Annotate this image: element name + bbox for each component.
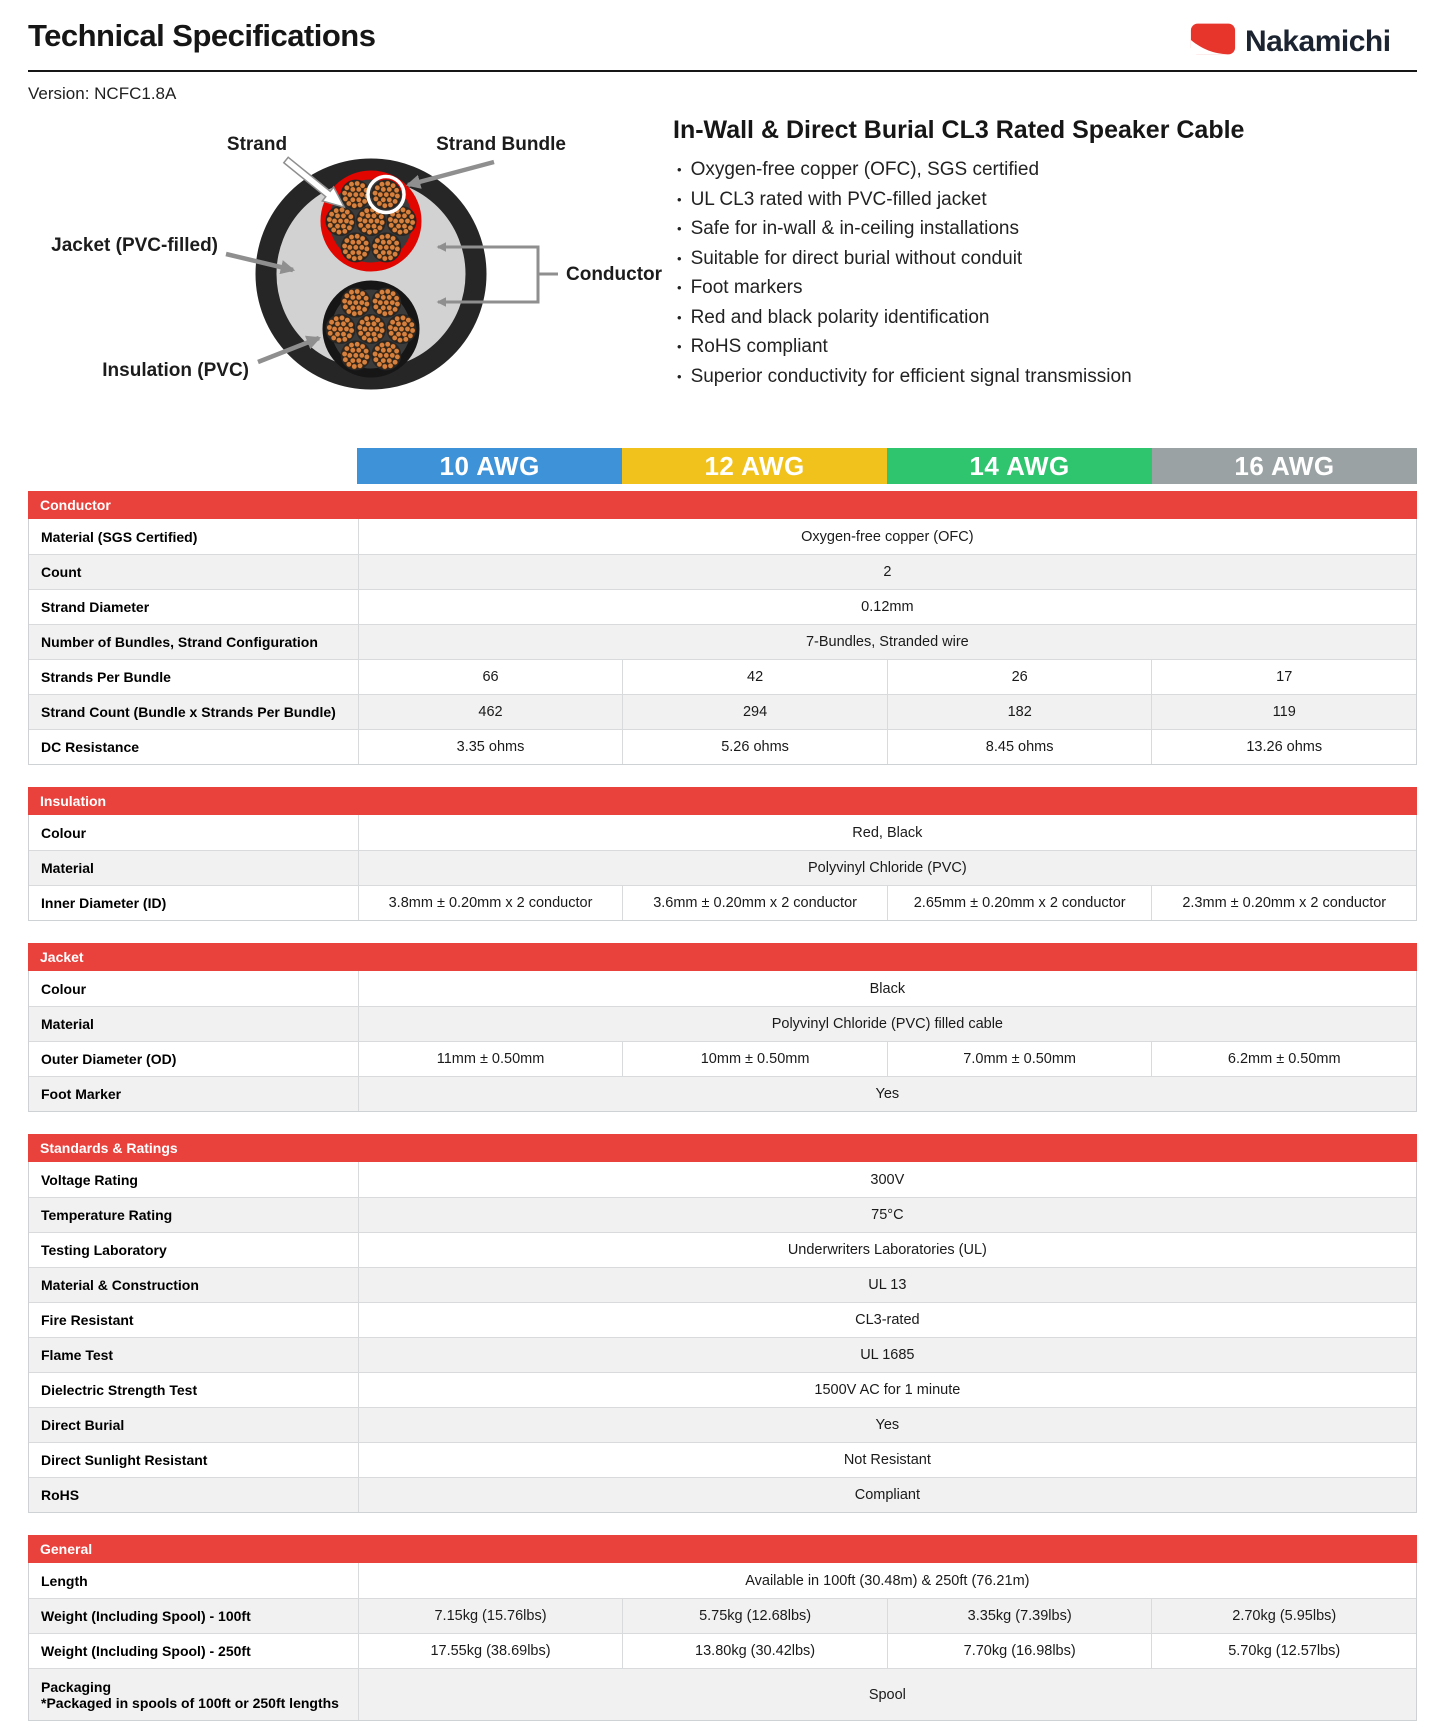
row-label: DC Resistance [41,739,140,755]
row-label: Material (SGS Certified) [41,528,198,545]
table-cell-all-columns: 7-Bundles, Stranded wire [805,634,969,650]
label-strand-bundle: Strand Bundle [436,134,566,155]
table-cell-16awg: 13.26 ohms [1151,730,1416,764]
feature-item: • Red and black polarity identification [673,303,1418,333]
table-row [29,519,1416,554]
section-rows [28,519,1417,765]
brand-logo [1189,20,1417,60]
table-cell-10awg: 66 [482,669,499,685]
row-label: Packaging *Packaged in spools of 100ft or 250ft lengths [41,1678,339,1711]
hero-section [28,114,1417,434]
table-cell-10awg: 11mm ± 0.50mm [436,1051,545,1067]
section-conductor [28,491,1417,765]
table-cell-14awg: 2.65mm ± 0.20mm x 2 conductor [887,886,1152,920]
awg-header-10awg: 10 AWG [357,448,622,484]
section-insulation [28,787,1417,921]
product-info [673,116,1418,391]
table-cell-12awg: 294 [622,695,887,729]
spec-table [28,448,1417,1721]
row-values [358,695,1416,729]
row-label: Material [41,860,94,876]
row-values [358,1478,1416,1512]
table-row [29,659,1416,694]
table-row [29,1337,1416,1372]
row-values [358,1042,1416,1076]
table-row [29,554,1416,589]
table-cell-all-columns: 0.12mm [861,599,914,615]
section-header: Insulation [28,787,1417,815]
row-label: Strands Per Bundle [41,669,171,685]
cable-cross-section-diagram [46,114,686,414]
section-rows [28,1563,1417,1721]
row-label: Colour [41,824,87,841]
table-row [29,850,1416,885]
row-label: Outer Diameter (OD) [41,1051,177,1067]
table-cell-all-columns: Spool [868,1686,906,1703]
row-label: Length [41,1572,88,1589]
table-row [29,624,1416,659]
table-cell-all-columns: UL 13 [868,1277,907,1293]
feature-item: • Oxygen-free copper (OFC), SGS certified [673,155,1418,185]
section-standards-ratings [28,1134,1417,1513]
table-cell-all-columns: Red, Black [852,824,923,841]
section-rows [28,1162,1417,1513]
header [28,18,1417,64]
table-cell-14awg: 182 [887,695,1152,729]
table-cell-all-columns: Available in 100ft (30.48m) & 250ft (76.21m) [745,1572,1030,1589]
row-values [358,1268,1416,1302]
table-row [29,1197,1416,1232]
awg-header-16awg: 16 AWG [1152,448,1417,484]
table-row [29,1477,1416,1512]
table-row [29,1076,1416,1111]
table-cell-12awg: 10mm ± 0.50mm [622,1042,887,1076]
row-label: Temperature Rating [41,1207,173,1223]
table-cell-14awg: 3.35kg (7.39lbs) [887,1599,1152,1633]
table-row [29,1442,1416,1477]
row-values [358,1233,1416,1267]
section-jacket [28,943,1417,1112]
row-values [358,625,1416,659]
row-values [358,1373,1416,1407]
row-label: Material & Construction [41,1277,199,1293]
table-cell-10awg: 7.15kg (15.76lbs) [434,1608,547,1624]
table-row [29,1006,1416,1041]
row-values [358,851,1416,885]
table-cell-all-columns: 1500V AC for 1 minute [814,1382,961,1398]
table-cell-10awg: 462 [478,704,503,720]
row-label: Dielectric Strength Test [41,1382,198,1398]
section-rows [28,815,1417,921]
table-cell-14awg: 7.70kg (16.98lbs) [887,1634,1152,1668]
table-row [29,1633,1416,1668]
feature-item: • Superior conductivity for efficient signal transmission [673,362,1418,392]
row-label: Voltage Rating [41,1171,138,1188]
table-row [29,815,1416,850]
table-cell-14awg: 7.0mm ± 0.50mm [887,1042,1152,1076]
nakamichi-logo-icon [1189,20,1237,60]
row-values [358,886,1416,920]
row-values [358,1669,1416,1720]
row-label: Fire Resistant [41,1312,134,1328]
table-cell-all-columns: 75°C [871,1207,904,1223]
row-values [358,660,1416,694]
row-label: Flame Test [41,1347,114,1363]
table-row [29,1407,1416,1442]
table-row [29,1563,1416,1598]
row-label: Direct Burial [41,1417,125,1433]
feature-item: • UL CL3 rated with PVC-filled jacket [673,185,1418,215]
table-cell-10awg: 17.55kg (38.69lbs) [430,1643,551,1659]
row-values [358,1634,1416,1668]
row-values [358,1162,1416,1197]
table-cell-14awg: 26 [887,660,1152,694]
row-label: Count [41,564,82,580]
label-insulation: Insulation (PVC) [102,360,249,381]
table-row [29,971,1416,1006]
table-row [29,1302,1416,1337]
table-cell-16awg: 6.2mm ± 0.50mm [1151,1042,1416,1076]
table-cell-all-columns: Polyvinyl Chloride (PVC) [807,860,967,876]
row-values [358,1443,1416,1477]
row-label: RoHS [41,1487,80,1503]
row-label: Testing Laboratory [41,1242,167,1258]
row-label: Weight (Including Spool) - 100ft [41,1608,251,1624]
row-values [358,1599,1416,1633]
table-cell-10awg: 3.8mm ± 0.20mm x 2 conductor [388,895,593,911]
page-title: Technical Specifications [28,18,376,53]
table-row [29,1668,1416,1720]
version-label: Version: NCFC1.8A [28,84,177,103]
row-values [358,519,1416,554]
row-values [358,1563,1416,1598]
label-conductor: Conductor [566,264,663,285]
table-row [29,729,1416,764]
awg-header-12awg: 12 AWG [622,448,887,484]
feature-item: • Suitable for direct burial without conduit [673,244,1418,274]
row-values [358,730,1416,764]
row-label: Colour [41,980,87,997]
brand-name: Nakamichi [1245,25,1391,58]
table-cell-all-columns: Black [869,980,906,997]
table-cell-12awg: 42 [622,660,887,694]
table-cell-all-columns: Yes [875,1417,900,1433]
awg-header-14awg: 14 AWG [887,448,1152,484]
table-cell-16awg: 2.70kg (5.95lbs) [1151,1599,1416,1633]
row-label: Strand Count (Bundle x Strands Per Bundle) [41,704,336,720]
row-label: Direct Sunlight Resistant [41,1452,208,1468]
table-cell-all-columns: Oxygen-free copper (OFC) [801,528,974,545]
row-label: Number of Bundles, Strand Configuration [41,634,318,650]
table-cell-all-columns: UL 1685 [860,1347,915,1363]
table-row [29,1162,1416,1197]
table-row [29,694,1416,729]
table-row [29,1267,1416,1302]
feature-item: • RoHS compliant [673,332,1418,362]
section-header: Conductor [28,491,1417,519]
feature-list [673,155,1418,391]
row-label: Strand Diameter [41,599,150,615]
table-row [29,1041,1416,1076]
table-cell-16awg: 2.3mm ± 0.20mm x 2 conductor [1151,886,1416,920]
spec-sections [28,491,1417,1721]
brand-wordmark [1245,20,1417,60]
row-label: Foot Marker [41,1086,122,1102]
table-cell-14awg: 8.45 ohms [887,730,1152,764]
title-divider [28,70,1417,72]
feature-item: • Safe for in-wall & in-ceiling installations [673,214,1418,244]
table-cell-10awg: 3.35 ohms [456,739,525,755]
row-label: Material [41,1016,94,1032]
table-cell-16awg: 119 [1151,695,1416,729]
table-cell-all-columns: Yes [875,1086,900,1102]
row-label: Inner Diameter (ID) [41,895,167,911]
row-values [358,1408,1416,1442]
table-cell-12awg: 3.6mm ± 0.20mm x 2 conductor [622,886,887,920]
table-cell-16awg: 5.70kg (12.57lbs) [1151,1634,1416,1668]
row-values [358,971,1416,1006]
section-header: Jacket [28,943,1417,971]
table-cell-all-columns: Not Resistant [843,1452,931,1468]
row-values [358,590,1416,624]
table-row [29,589,1416,624]
table-cell-12awg: 5.75kg (12.68lbs) [622,1599,887,1633]
feature-item: • Foot markers [673,273,1418,303]
label-strand: Strand [226,134,288,155]
table-cell-12awg: 5.26 ohms [622,730,887,764]
table-cell-12awg: 13.80kg (30.42lbs) [622,1634,887,1668]
table-cell-all-columns: 300V [870,1171,905,1188]
section-header: Standards & Ratings [28,1134,1417,1162]
table-cell-all-columns: Underwriters Laboratories (UL) [787,1242,987,1258]
row-values [358,1077,1416,1111]
section-rows [28,971,1417,1112]
table-row [29,885,1416,920]
table-cell-all-columns: 2 [883,564,892,580]
row-values [358,1338,1416,1372]
row-label: Weight (Including Spool) - 250ft [41,1643,251,1659]
row-values [358,1303,1416,1337]
table-row [29,1372,1416,1407]
label-jacket: Jacket (PVC-filled) [51,235,218,256]
table-cell-16awg: 17 [1151,660,1416,694]
row-values [358,815,1416,850]
row-values [358,1198,1416,1232]
awg-column-headers [357,448,1417,484]
section-general [28,1535,1417,1721]
table-row [29,1598,1416,1633]
table-cell-all-columns: Polyvinyl Chloride (PVC) filled cable [771,1016,1003,1032]
row-values [358,555,1416,589]
table-cell-all-columns: Compliant [854,1487,920,1503]
section-header: General [28,1535,1417,1563]
row-values [358,1007,1416,1041]
table-cell-all-columns: CL3-rated [855,1312,920,1328]
table-row [29,1232,1416,1267]
product-title: In-Wall & Direct Burial CL3 Rated Speaker Cable [673,116,1245,144]
